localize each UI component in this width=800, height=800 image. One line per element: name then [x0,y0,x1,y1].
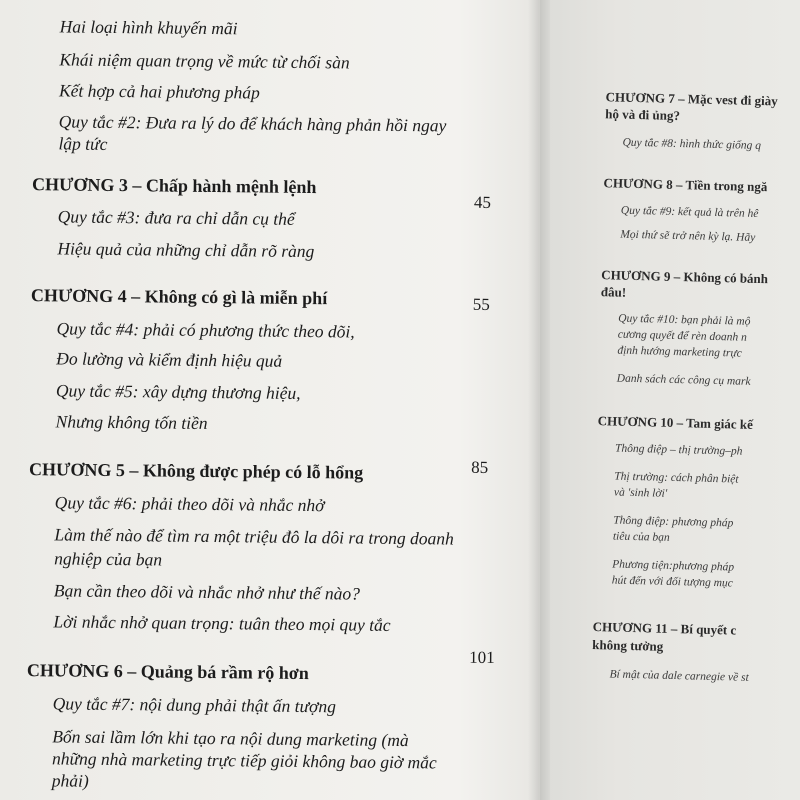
book-gutter [528,0,550,800]
right-page-toc [578,0,800,800]
toc-chapter-line: đâu! [600,284,627,300]
left-page-toc [12,0,510,800]
chapter-6-title: CHƯƠNG 6 – Quảng bá rầm rộ hơn [26,660,309,684]
toc-item: Quy tắc #2: Đưa ra lý do để khách hàng phản hồi ngay [58,111,447,136]
chapter-3-title: CHƯƠNG 3 – Chấp hành mệnh lệnh [31,174,317,198]
toc-chapter-line: CHƯƠNG 8 – Tiền trong ngă [603,175,768,195]
toc-item: Đo lường và kiểm định hiệu quả [56,348,283,371]
toc-item: Lời nhắc nhở quan trọng: tuân theo mọi quy tắc [53,611,391,635]
toc-item: Quy tắc #3: đưa ra chỉ dẫn cụ thể [57,206,295,229]
toc-chapter-line: CHƯƠNG 10 – Tam giác kế [597,413,754,432]
toc-item: Quy tắc #10: bạn phải là mộ [618,312,751,328]
toc-chapter-line: hộ và đi ủng? [605,106,681,124]
toc-chapter-line: CHƯƠNG 7 – Mặc vest đi giày [605,89,778,109]
toc-item: Bốn sai lầm lớn khi tạo ra nội dung marketing (mà [52,726,409,751]
toc-item: tiêu của bạn [612,530,670,544]
toc-item: Nhưng không tốn tiền [55,411,208,433]
toc-item: Thị trường: cách phân biệt [614,470,739,486]
toc-item: Bạn cần theo dõi và nhắc nhở như thế nào? [53,580,361,604]
toc-item: phải) [51,770,89,791]
right-page [540,0,800,800]
toc-item: Thông điệp: phương pháp [613,514,734,530]
toc-item: lập tức [58,133,108,154]
toc-item: Quy tắc #6: phải theo dõi và nhắc nhở [54,492,325,516]
toc-item: Hiệu quả của những chỉ dẫn rõ ràng [57,238,315,262]
toc-item: Kết hợp cả hai phương pháp [58,80,260,103]
toc-item: định hướng marketing trực [617,344,742,360]
toc-item: những nhà marketing trực tiếp giỏi không bao giờ mắc [51,748,437,773]
toc-item: Hai loại hình khuyến mãi [59,16,238,39]
toc-item: Thông điệp – thị trường–ph [614,442,743,458]
toc-item: Quy tắc #7: nội dung phải thật ấn tượng [52,693,337,717]
toc-item: Quy tắc #9: kết quả là trên hê [620,204,759,220]
chapter-4-title: CHƯƠNG 4 – Không có gì là miễn phí [30,285,328,309]
toc-item: nghiệp của bạn [54,548,163,570]
chapter-5-title: CHƯƠNG 5 – Không được phép có lỗ hổng [28,459,364,483]
toc-item: Quy tắc #4: phải có phương thức theo dõi, [56,318,355,342]
chapter-3-page-number: 45 [473,192,492,212]
toc-item: Mọi thứ sẽ trở nên kỳ lạ. Hãy [620,228,756,244]
toc-item: cương quyết để rèn doanh n [617,328,747,344]
toc-chapter-line: CHƯƠNG 11 – Bí quyết c [592,619,737,638]
toc-item: Làm thế nào để tìm ra một triệu đô la dôi ra trong doanh [54,524,454,549]
toc-item: Danh sách các công cụ mark [616,372,751,388]
chapter-5-page-number: 85 [471,457,489,477]
toc-item: Quy tắc #5: xây dựng thương hiệu, [55,380,301,403]
chapter-4-page-number: 55 [472,294,490,314]
toc-item: Khái niệm quan trọng về mức từ chối sàn [59,49,350,73]
toc-item: Bí mật của dale carnegie về st [609,668,749,684]
toc-item: Quy tắc #8: hình thức giống q [622,136,762,153]
chapter-6-page-number: 101 [469,647,495,668]
toc-item: hút đến với đối tượng mục [611,574,734,590]
toc-chapter-line: CHƯƠNG 9 – Không có bánh [601,267,769,287]
toc-item: và 'sinh lời' [613,486,668,500]
toc-chapter-line: không tưởng [592,637,664,654]
toc-item: Phương tiện:phương pháp [612,558,735,574]
